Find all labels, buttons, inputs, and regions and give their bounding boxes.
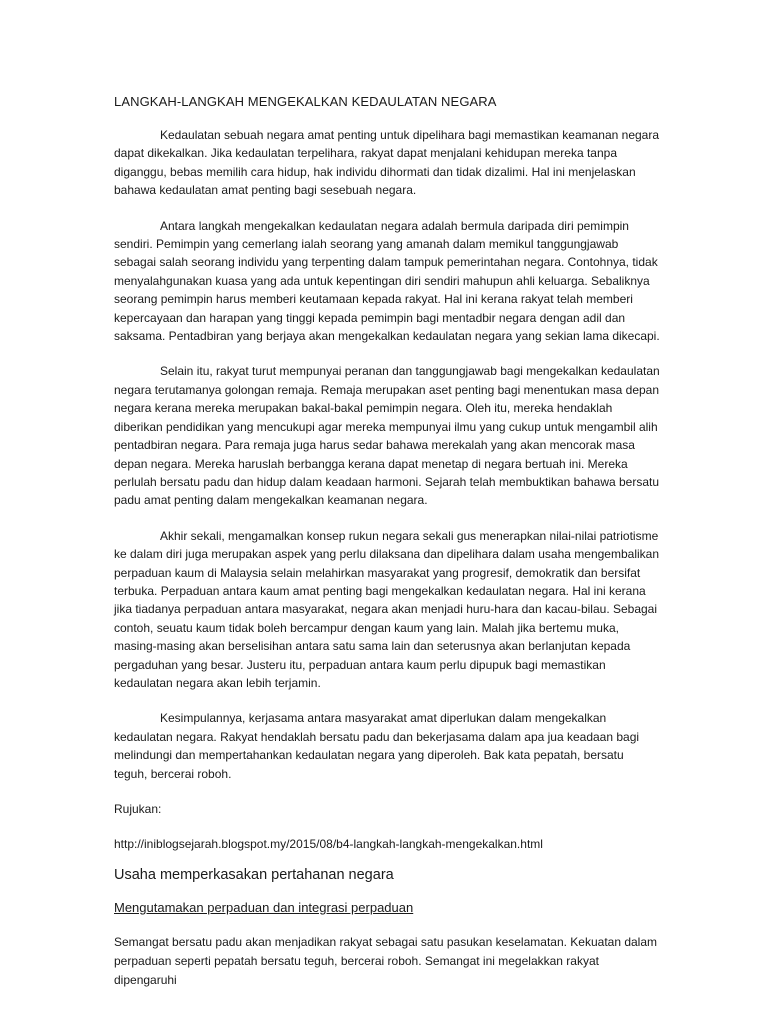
reference-label: Rujukan: (114, 802, 162, 816)
paragraph-rukun-negara: Akhir sekali, mengamalkan konsep rukun negara sekali gus menerapkan nilai-nilai patriotisme ke dalam diri juga merupakan aspek yang perlu dilaksana dan dipelihara dalam usaha mengembalikan perpaduan kaum di Malaysia selain melahirkan masyarakat yang progresif, demokratik dan bersifat terbuka. Perpaduan antara kaum amat penting bagi mengekalkan kedaulatan negara. Hal ini kerana jika tiadanya perpaduan antara masyarakat, negara akan menjadi huru-hara dan kacau-bilau. Sebagai contoh, seuatu kaum tidak boleh bercampur dengan kaum yang lain. Malah jika bertemu muka, masing-masing akan berselisihan antara satu sama lain dan seterusnya akan berlanjutan kepada pergaduhan yang besar. Justeru itu, perpaduan antara kaum perlu dipupuk bagi memastikan kedaulatan negara akan lebih terjamin. (114, 528, 660, 690)
reference-url: http://iniblogsejarah.blogspot.my/2015/08/b4-langkah-langkah-mengekalkan.html (114, 837, 543, 851)
section-heading: Usaha memperkasakan pertahanan negara (114, 867, 394, 883)
document-title: LANGKAH-LANGKAH MENGEKALKAN KEDAULATAN NEGARA (114, 94, 497, 109)
paragraph-youth: Selain itu, rakyat turut mempunyai peranan dan tanggungjawab bagi mengekalkan kedaulatan negara terutamanya golongan remaja. Remaja merupakan aset penting bagi menentukan masa depan negara kerana mereka merupakan bakal-bakal pemimpin negara. Oleh itu, mereka hendaklah diberikan pendidikan yang mencukupi agar mereka mempunyai ilmu yang cukup untuk mengambil alih pentadbiran negara. Para remaja juga harus sedar bahawa merekalah yang akan mencorak masa depan negara. Mereka haruslah berbangga kerana dapat menetap di negara bertuah ini. Mereka perlulah bersatu padu dan hidup dalam keadaan harmoni. Sejarah telah membuktikan bahawa bersatu padu amat penting dalam mengekalkan keamanan negara. (114, 364, 660, 508)
paragraph-conclusion: Kesimpulannya, kerjasama antara masyarakat amat diperlukan dalam mengekalkan kedaulatan negara. Rakyat hendaklah bersatu padu dan bekerjasama dalam apa jua keadaan bagi melindungi dan mempertahankan kedaulatan negara yang diperoleh. Bak kata pepatah, bersatu teguh, bercerai roboh. (114, 711, 640, 781)
paragraph-intro: Kedaulatan sebuah negara amat penting untuk dipelihara bagi memastikan keamanan negara dapat dikekalkan. Jika kedaulatan terpelihara, rakyat dapat menjalani kehidupan mereka tanpa diganggu, bebas memilih cara hidup, hak individu dihormati dan tidak dizalimi. Hal ini menjelaskan bahawa kedaulatan amat penting bagi sesebuah negara. (114, 128, 660, 198)
paragraph-leaders: Antara langkah mengekalkan kedaulatan negara adalah bermula daripada diri pemimpin sendiri. Pemimpin yang cemerlang ialah seorang yang amanah dalam memikul tanggungjawab sebagai salah seorang individu yang terpenting dalam tampuk pemerintahan negara. Contohnya, tidak menyalahgunakan kuasa yang ada untuk kepentingan diri sendiri mahupun ahli keluarga. Sebaliknya seorang pemimpin harus memberi keutamaan kepada rakyat. Hal ini kerana rakyat telah memberi kepercayaan dan harapan yang tinggi kepada pemimpin bagi mentadbir negara dengan adil dan saksama. Pentadbiran yang berjaya akan mengekalkan kedaulatan negara yang sekian lama dikecapi. (114, 218, 660, 344)
paragraph-unity: Semangat bersatu padu akan menjadikan rakyat sebagai satu pasukan keselamatan. Kekuatan dalam perpaduan seperti pepatah bersatu teguh, bercerai roboh. Semangat ini megelakkan rakyat dipengaruhi (114, 935, 658, 987)
sub-heading: Mengutamakan perpaduan dan integrasi perpaduan (114, 900, 414, 915)
document-page (114, 93, 660, 990)
